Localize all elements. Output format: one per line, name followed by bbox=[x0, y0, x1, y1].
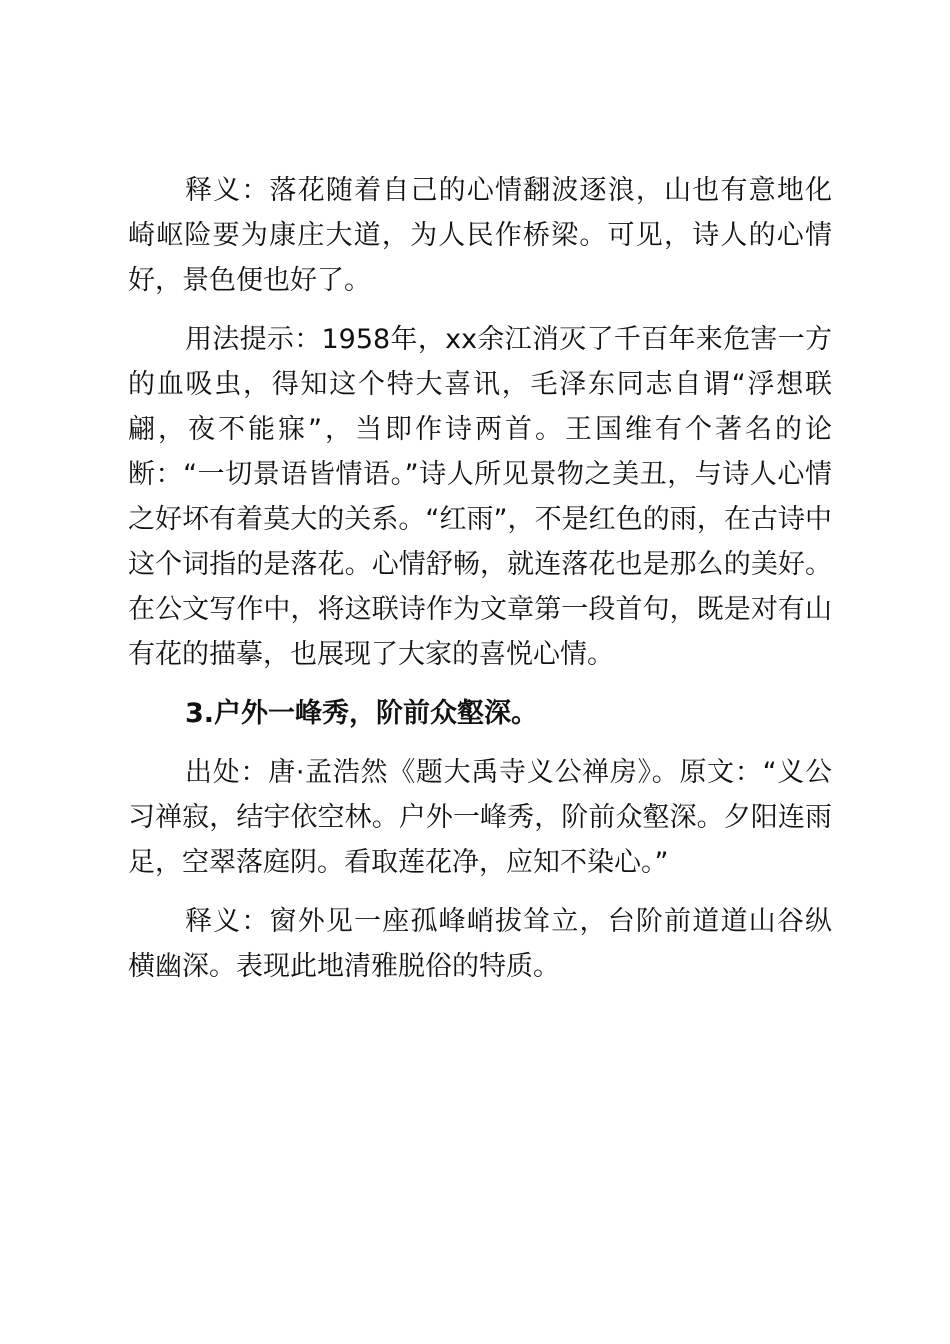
paragraph-interpretation-1: 释义：落花随着自己的心情翻波逐浪，山也有意地化崎岖险要为康庄大道，为人民作桥梁。可见，诗人的心情好，景色便也好了。 bbox=[128, 175, 832, 296]
document-page bbox=[128, 168, 832, 1003]
section-heading: 3.户外一峰秀，阶前众壑深。 bbox=[185, 698, 539, 729]
paragraph-source: 出处：唐·孟浩然《题大禹寺义公禅房》。原文：“义公习禅寂，结宇依空林。户外一峰秀，阶前众壑深。夕阳连雨足，空翠落庭阴。看取莲花净，应知不染心。” bbox=[128, 757, 832, 878]
paragraph-interpretation-2: 释义：窗外见一座孤峰峭拔耸立，台阶前道道山谷纵横幽深。表现此地清雅脱俗的特质。 bbox=[128, 906, 832, 982]
paragraph-usage-tip: 用法提示：1958年，xx余江消灭了千百年来危害一方的血吸虫，得知这个特大喜讯，毛泽东同志自谓“浮想联翩，夜不能寐”，当即作诗两首。王国维有个著名的论断：“一切景语皆情语。”诗人所见景物之美丑，与诗人心情之好坏有着莫大的关系。“红雨”，不是红色的雨，在古诗中这个词指的是落花。心情舒畅，就连落花也是那么的美好。在公文写作中，将这联诗作为文章第一段首句，既是对有山有花的描摹，也展现了大家的喜悦心情。 bbox=[128, 324, 832, 670]
